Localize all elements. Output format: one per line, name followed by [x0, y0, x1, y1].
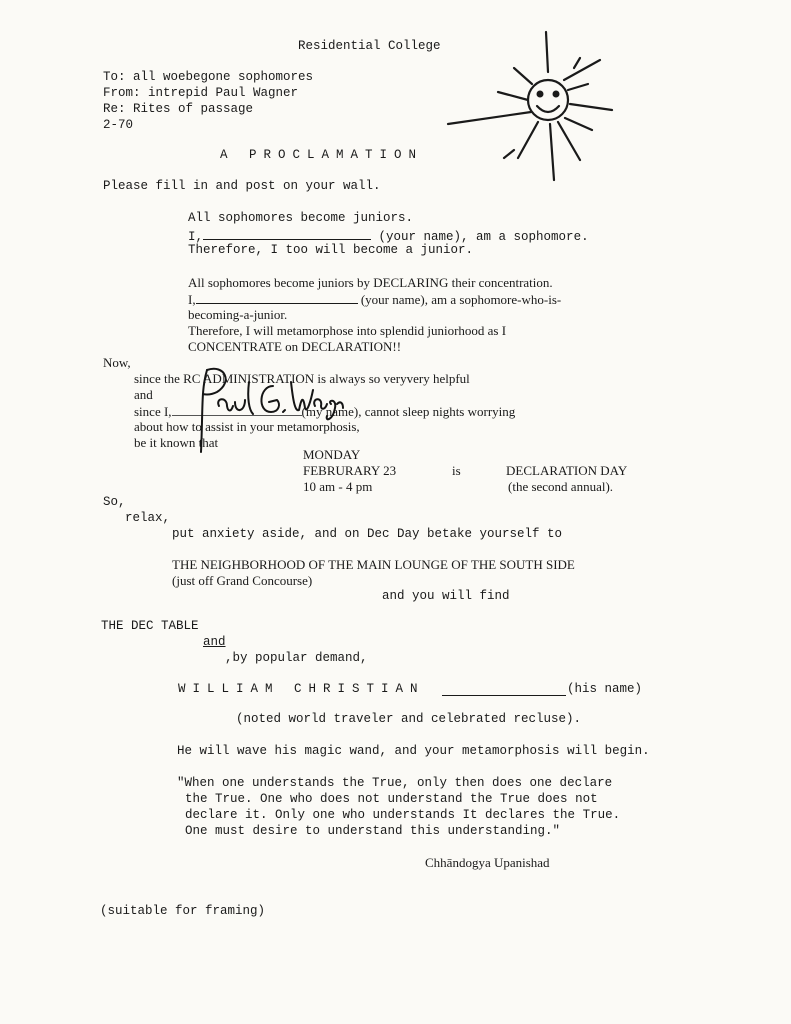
handwritten-signature: [195, 360, 345, 455]
syllogism2-line2: [188, 291, 561, 307]
memo-to: To: all woebegone sophomores: [103, 70, 314, 84]
event-date: FEBRURARY 23: [303, 463, 397, 478]
quote-line2: the True. One who does not understand the True does not: [185, 792, 598, 806]
event-note: (the second annual).: [508, 479, 614, 494]
guest-name-blank[interactable]: [442, 683, 566, 696]
memo-date: 2-70: [103, 118, 134, 132]
syllogism2-i: I,: [188, 292, 196, 307]
quote-line4: One must desire to understand this understanding.": [185, 824, 561, 838]
college-header: Residential College: [298, 39, 441, 53]
location-line1: THE NEIGHBORHOOD OF THE MAIN LOUNGE OF THE SOUTH SIDE: [172, 557, 575, 572]
now-line5: be it known that: [134, 435, 219, 450]
syllogism2-line3: becoming-a-junior.: [188, 307, 288, 322]
syllogism2-suffix: (your name), am a sophomore-who-is-: [360, 292, 562, 307]
so-line: put anxiety aside, and on Dec Day betake yourself to: [172, 527, 563, 541]
magic-wand-line: He will wave his magic wand, and your metamorphosis will begin.: [177, 744, 650, 758]
syllogism2-line1: All sophomores become juniors by DECLARING their concentration.: [188, 275, 553, 290]
quote-line3: declare it. Only one who understands It declares the True.: [185, 808, 621, 822]
footer-note: (suitable for framing): [100, 904, 266, 918]
location-line2: (just off Grand Concourse): [172, 573, 313, 588]
guest-his-name: (his name): [567, 682, 643, 696]
so-relax: relax,: [125, 511, 171, 525]
event-is: is: [452, 463, 461, 478]
syllogism1-line3: Therefore, I too will become a junior.: [188, 243, 474, 257]
sun-doodle-icon: [440, 28, 615, 188]
dec-popular: ,by popular demand,: [225, 651, 368, 665]
memo-re: Re: Rites of passage: [103, 102, 254, 116]
now-line2: and: [134, 387, 153, 402]
name-blank-1[interactable]: [203, 227, 371, 240]
event-name: DECLARATION DAY: [506, 463, 628, 478]
so-word: So,: [103, 495, 126, 509]
now-line4: about how to assist in your metamorphosis,: [134, 419, 360, 434]
dec-table: THE DEC TABLE: [101, 619, 199, 633]
guest-description: (noted world traveler and celebrated recluse).: [236, 712, 582, 726]
proclamation-title: A PROCLAMATION: [220, 148, 424, 162]
instruction-text: Please fill in and post on your wall.: [103, 179, 381, 193]
location-line3: and you will find: [382, 589, 510, 603]
syllogism1-suffix: (your name), am a sophomore.: [378, 230, 589, 244]
now-word: Now,: [103, 355, 131, 370]
quote-line1: "When one understands the True, only then does one declare: [177, 776, 613, 790]
syllogism1-i: I,: [188, 230, 204, 244]
name-blank-2[interactable]: [196, 291, 358, 304]
dec-and: and: [203, 635, 226, 649]
guest-name: WILLIAM CHRISTIAN: [178, 682, 425, 696]
syllogism2-line5: CONCENTRATE on DECLARATION!!: [188, 339, 402, 354]
event-day: MONDAY: [303, 447, 361, 462]
syllogism1-line1: All sophomores become juniors.: [188, 211, 414, 225]
memo-from: From: intrepid Paul Wagner: [103, 86, 299, 100]
quote-source: Chhāndogya Upanishad: [425, 855, 550, 870]
now-line3-pre: since I,: [134, 404, 172, 419]
syllogism2-line4: Therefore, I will metamorphose into splendid juniorhood as I: [188, 323, 507, 338]
event-time: 10 am - 4 pm: [303, 479, 373, 494]
now-line3-post: (my name), cannot sleep nights worrying: [301, 404, 516, 419]
now-line1: since the RC ADMINISTRATION is always so veryvery helpful: [134, 371, 470, 386]
